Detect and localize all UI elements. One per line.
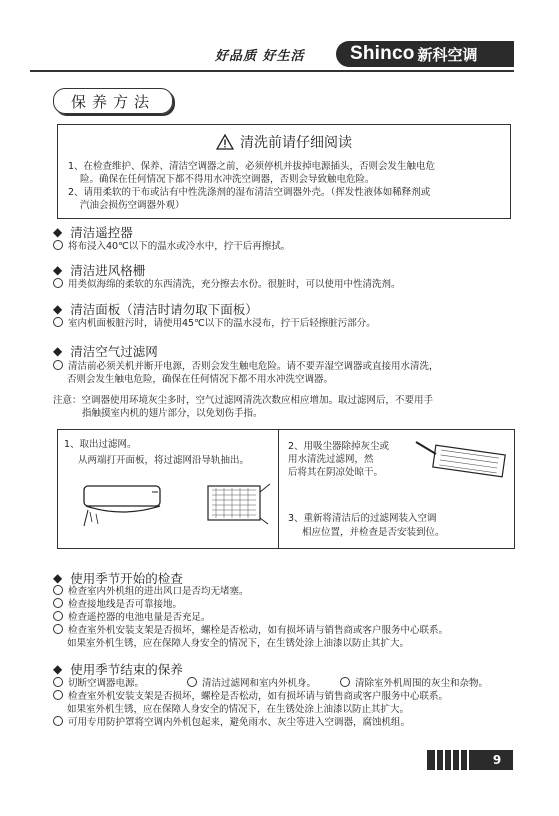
filter-heading-text: 清洁空气过滤网	[70, 344, 158, 359]
stripe-decoration	[451, 750, 453, 770]
panel-heading	[53, 300, 258, 318]
remote-heading-text: 清洁遥控器	[70, 225, 133, 240]
header-slogan: 好品质 好生活	[215, 49, 305, 64]
brand-name-en: Shinco	[350, 43, 415, 64]
stripe-decoration	[467, 750, 469, 770]
filter-steps-illustration	[57, 429, 515, 549]
grille-heading-text: 清洁进风格栅	[70, 263, 146, 278]
season-end-heading	[53, 660, 183, 678]
step2-line1: 2、用吸尘器除掉灰尘或	[288, 441, 390, 452]
step2-line3: 后将其在阴凉处晾干。	[288, 467, 384, 478]
diamond-bullet-icon: ◆	[53, 302, 63, 316]
filter-note-cont: 指触摸室内机的翅片部分，以免划伤手指。	[82, 408, 263, 419]
brand-name-cn: 新科空调	[417, 45, 478, 64]
circle-bullet-icon	[53, 677, 63, 687]
list-item: 检查室内外机组的进出风口是否均无堵塞。	[53, 585, 249, 598]
list-item: 检查室外机安装支架是否损坏，螺栓是否松动，如有损坏请与销售商或客户服务中心联系。	[53, 624, 448, 637]
remote-text: 将布浸入40℃以下的温水或冷水中，拧干后再擦拭。	[53, 240, 290, 253]
notice-line: 2、请用柔软的干布或沾有中性洗涤剂的湿布清洁空调器外壳。（挥发性液体如稀释剂或	[68, 187, 431, 198]
circle-bullet-icon	[53, 278, 63, 288]
list-item: 检查室外机安装支架是否损坏，螺栓是否松动，如有损坏请与销售商或客户服务中心联系。	[53, 690, 448, 703]
filter-heading	[53, 342, 158, 360]
panel-heading-text: 清洁面板（清洁时请勿取下面板）	[70, 302, 258, 317]
diamond-bullet-icon: ◆	[53, 263, 63, 277]
warning-notice-box	[57, 124, 511, 219]
list-item: 清除室外机周围的灰尘和杂物。	[340, 677, 488, 690]
diamond-bullet-icon: ◆	[53, 662, 63, 676]
circle-bullet-icon	[340, 677, 350, 687]
section-title: 保养方法	[53, 88, 173, 114]
notice-line: 1、在检查维护、保养、清洁空调器之前，必须停机并拔掉电源插头，否则会发生触电危	[68, 161, 436, 172]
list-item: 检查遥控器的电池电量是否充足。	[53, 611, 211, 624]
step3-line1: 3、重新将清洁后的过滤网装入空调	[288, 513, 437, 524]
circle-bullet-icon	[53, 317, 63, 327]
filter-note: 注意：空调器使用环境灰尘多时，空气过滤网清洗次数应相应增加。取过滤网后，不要用手	[53, 395, 434, 406]
circle-bullet-icon	[53, 240, 63, 250]
circle-bullet-icon	[53, 598, 63, 608]
list-item-cont: 如果室外机生锈，应在保障人身安全的情况下，在生锈处涂上油漆以防止其扩大。	[67, 638, 410, 649]
season-end-heading-text: 使用季节结束的保养	[70, 662, 183, 677]
season-start-heading-text: 使用季节开始的检查	[70, 571, 183, 586]
list-item: 检查接地线是否可靠接地。	[53, 598, 182, 611]
illustration-divider	[278, 430, 279, 548]
notice-line: 险。确保在任何情况下都不得用水冲洗空调器，否则会导致触电危险。	[80, 174, 375, 185]
circle-bullet-icon	[53, 690, 63, 700]
remote-heading	[53, 223, 133, 241]
panel-text: 室内机面板脏污时，请使用45℃以下的温水浸布，拧干后轻擦脏污部分。	[53, 317, 376, 330]
list-item-cont: 如果室外机生锈，应在保障人身安全的情况下，在生锈处涂上油漆以防止其扩大。	[67, 704, 410, 715]
circle-bullet-icon	[53, 360, 63, 370]
diamond-bullet-icon: ◆	[53, 344, 63, 358]
grille-heading	[53, 261, 145, 279]
brand-logo	[336, 41, 514, 67]
notice-title: 清洗前请仔细阅读	[240, 135, 352, 151]
step2-line2: 用水清洗过滤网，然	[288, 454, 374, 465]
stripe-decoration	[459, 750, 461, 770]
page-number: 9	[492, 753, 502, 767]
stripe-decoration	[435, 750, 437, 770]
filter-text: 清洁前必须关机并断开电源，否则会发生触电危险。请不要弄湿空调器或直接用水清洗，	[53, 360, 439, 373]
warning-triangle-icon	[216, 134, 234, 150]
step3-line2: 相应位置，并检查是否安装到位。	[302, 527, 445, 538]
list-item: 切断空调器电源。	[53, 677, 144, 690]
list-item: 可用专用防护罩将空调内外机包起来，避免雨水、灰尘等进入空调器，腐蚀机组。	[53, 716, 410, 729]
notice-line: 汽油会损伤空调器外观）	[80, 200, 185, 211]
step1-text: 从两端打开面板，将过滤网沿导轨抽出。	[78, 455, 250, 466]
diamond-bullet-icon: ◆	[53, 571, 63, 585]
stripe-decoration	[443, 750, 445, 770]
diamond-bullet-icon: ◆	[53, 225, 63, 239]
page-number-block	[427, 750, 513, 770]
step1-title: 1、取出过滤网。	[64, 439, 137, 450]
circle-bullet-icon	[187, 677, 197, 687]
grille-text: 用类似海绵的柔软的东西清洗，充分擦去水份。很脏时，可以使用中性清洗剂。	[53, 278, 401, 291]
header-divider	[30, 70, 514, 72]
filter-text-cont: 否则会发生触电危险，确保在任何情况下都不用水冲洗空调器。	[67, 374, 334, 385]
circle-bullet-icon	[53, 611, 63, 621]
filter-removal-icon	[204, 478, 274, 530]
indoor-unit-icon	[82, 482, 164, 530]
circle-bullet-icon	[53, 716, 63, 726]
circle-bullet-icon	[53, 624, 63, 634]
list-item: 清洁过滤网和室内外机身。	[187, 677, 316, 690]
circle-bullet-icon	[53, 585, 63, 595]
vacuum-cleaning-icon	[414, 438, 510, 480]
